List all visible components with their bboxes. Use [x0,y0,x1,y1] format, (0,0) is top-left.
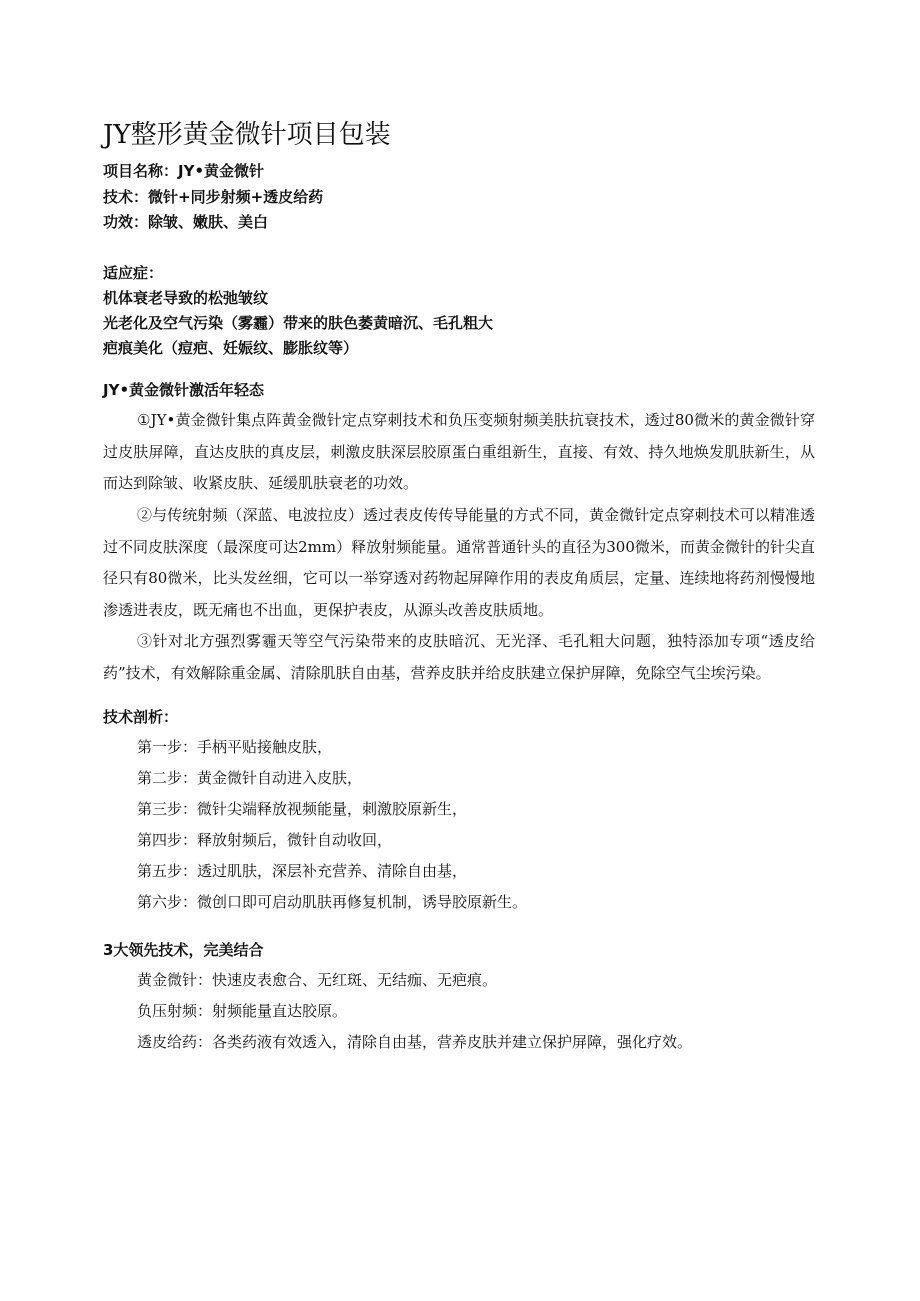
activate-paragraph-1: ①JY•黄金微针集点阵黄金微针定点穿刺技术和负压变频射频美肤抗衰技术，透过80微米的黄金微针穿过皮肤屏障，直达皮肤的真皮层，刺激皮肤深层胶原蛋白重组新生，直接、有效、持久地焕发肌肤新生，从而达到除皱、收紧皮肤、延缓肌肤衰老的功效。 [103,411,815,492]
leading-item: 负压射频：射频能量直达胶原。 [137,1002,348,1020]
project-effect: 功效：除皱、嫩肤、美白 [103,213,269,231]
indication-item: 光老化及空气污染（雾霾）带来的肤色萎黄暗沉、毛孔粗大 [103,314,494,332]
activate-paragraph-3: ③针对北方强烈雾霾天等空气污染带来的皮肤暗沉、无光泽、毛孔粗大问题，独特添加专项“透皮给药”技术，有效解除重金属、清除肌肤自由基，营养皮肤并给皮肤建立保护屏障，免除空气尘埃污染。 [103,632,815,682]
leading-heading: 3大领先技术，完美结合 [103,941,264,959]
activate-heading: JY•黄金微针激活年轻态 [103,381,265,399]
analysis-step: 第一步：手柄平贴接触皮肤， [137,738,333,756]
indication-item: 疤痕美化（痘疤、妊娠纹、膨胀纹等） [103,339,359,357]
page-title: JY整形黄金微针项目包装 [103,120,391,150]
leading-item: 黄金微针：快速皮表愈合、无红斑、无结痂、无疤痕。 [137,971,498,989]
analysis-step: 第四步：释放射频后，微针自动收回， [137,831,393,849]
analysis-step: 第三步：微针尖端释放视频能量，刺激胶原新生， [137,800,468,818]
leading-item: 透皮给药：各类药液有效透入，清除自由基，营养皮肤并建立保护屏障，强化疗效。 [137,1033,693,1051]
analysis-step: 第六步：微创口即可启动肌肤再修复机制，诱导胶原新生。 [137,893,528,911]
analysis-step: 第五步：透过肌肤，深层补充营养、清除自由基， [137,862,468,880]
analysis-heading: 技术剖析： [103,708,179,726]
activate-paragraph-2: ②与传统射频（深蓝、电波拉皮）透过表皮传传导能量的方式不同，黄金微针定点穿刺技术可以精准透过不同皮肤深度（最深度可达2mm）释放射频能量。通常普通针头的直径为300微米，而黄金微针的针尖直径只有80微米，比头发丝细，它可以一举穿透对药物起屏障作用的表皮角质层，定量、连续地将药剂慢慢地渗透进表皮，既无痛也不出血，更保护表皮，从源头改善皮肤质地。 [103,506,815,619]
indication-item: 机体衰老导致的松弛皱纹 [103,289,269,307]
project-name: 项目名称：JY•黄金微针 [103,162,265,180]
indications-heading: 适应症： [103,264,164,282]
analysis-step: 第二步：黄金微针自动进入皮肤， [137,769,363,787]
project-technology: 技术：微针+同步射频+透皮给药 [103,188,324,206]
